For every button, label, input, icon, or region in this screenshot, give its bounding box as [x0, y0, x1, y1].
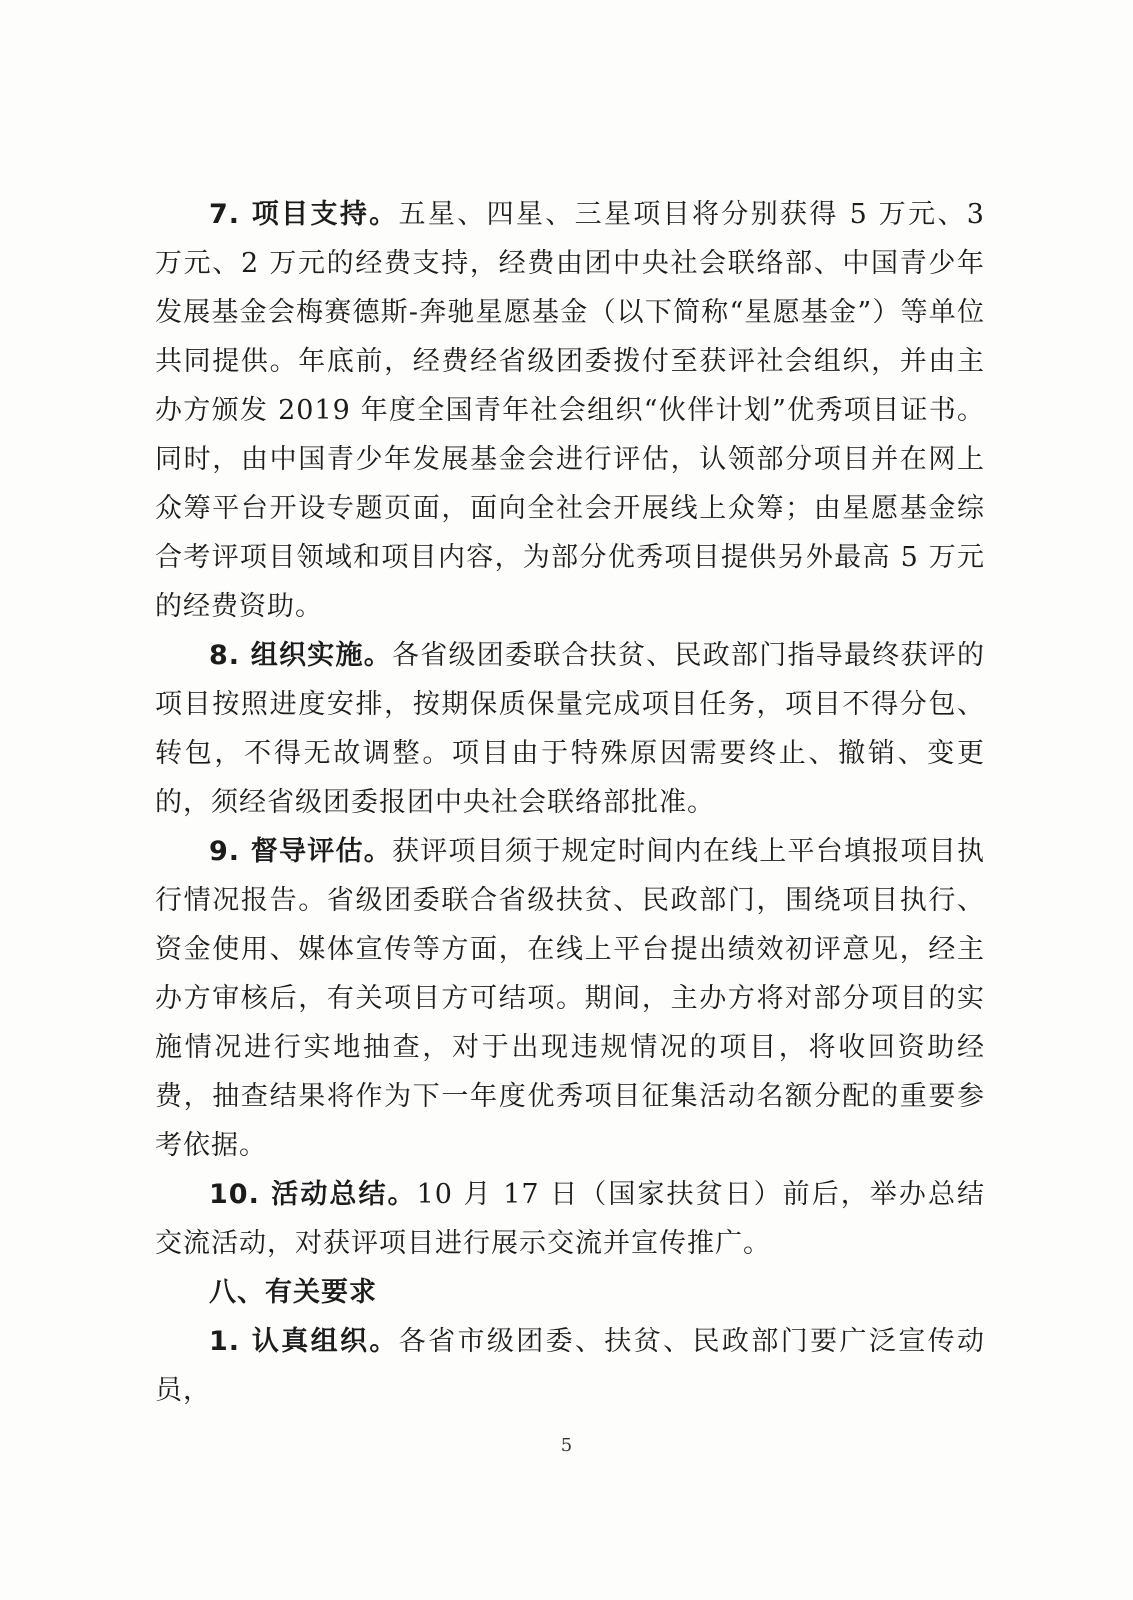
- paragraph-text: 五星、四星、三星项目将分别获得 5 万元、3 万元、2 万元的经费支持，经费由团中央社会联络部、中国青少年发展基金会梅赛德斯-奔驰星愿基金（以下简称“星愿基金”）等单位共同提供。年底前，经费经省级团委拨付至获评社会组织，并由主办方颁发 2019 年度全国青年社会组织“伙伴计划”优秀项目证书。同时，由中国青少年发展基金会进行评估，认领部分项目并在网上众筹平台开设专题页面，面向全社会开展线上众筹；由星愿基金综合考评项目领域和项目内容，为部分优秀项目提供另外最高 5 万元的经费资助。: [155, 199, 985, 622]
- paragraph-text: 各省市级团委、扶贫、民政部门要广泛宣传动员，: [155, 1326, 985, 1406]
- paragraph-supervision: [155, 827, 985, 1170]
- page-number: 5: [560, 1435, 573, 1456]
- paragraph-lead: 9. 督导评估。: [209, 836, 392, 867]
- paragraph-summary: [155, 1170, 985, 1268]
- paragraph-requirements: [155, 1317, 985, 1415]
- paragraph-lead: 7. 项目支持。: [209, 199, 399, 230]
- paragraph-text: 获评项目须于规定时间内在线上平台填报项目执行情况报告。省级团委联合省级扶贫、民政部门，围绕项目执行、资金使用、媒体宣传等方面，在线上平台提出绩效初评意见，经主办方审核后，有关项目方可结项。期间，主办方将对部分项目的实施情况进行实地抽查，对于出现违规情况的项目，将收回资助经费，抽查结果将作为下一年度优秀项目征集活动名额分配的重要参考依据。: [155, 836, 986, 1161]
- paragraph-text: 10 月 17 日（国家扶贫日）前后，举办总结交流活动，对获评项目进行展示交流并宣传推广。: [155, 1179, 985, 1259]
- paragraph-text: 各省级团委联合扶贫、民政部门指导最终获评的项目按照进度安排，按期保质保量完成项目任务，项目不得分包、转包，不得无故调整。项目由于特殊原因需要终止、撤销、变更的，须经省级团委报团中央社会联络部批准。: [155, 640, 986, 818]
- paragraph-organization: [155, 631, 985, 827]
- paragraph-lead: 8. 组织实施。: [209, 640, 392, 671]
- paragraph-lead: 10. 活动总结。: [209, 1179, 417, 1210]
- section-heading: 八、有关要求: [209, 1277, 377, 1308]
- paragraph-project-support: [155, 190, 985, 631]
- paragraph-lead: 1. 认真组织。: [209, 1326, 399, 1357]
- document-body: [155, 190, 985, 1415]
